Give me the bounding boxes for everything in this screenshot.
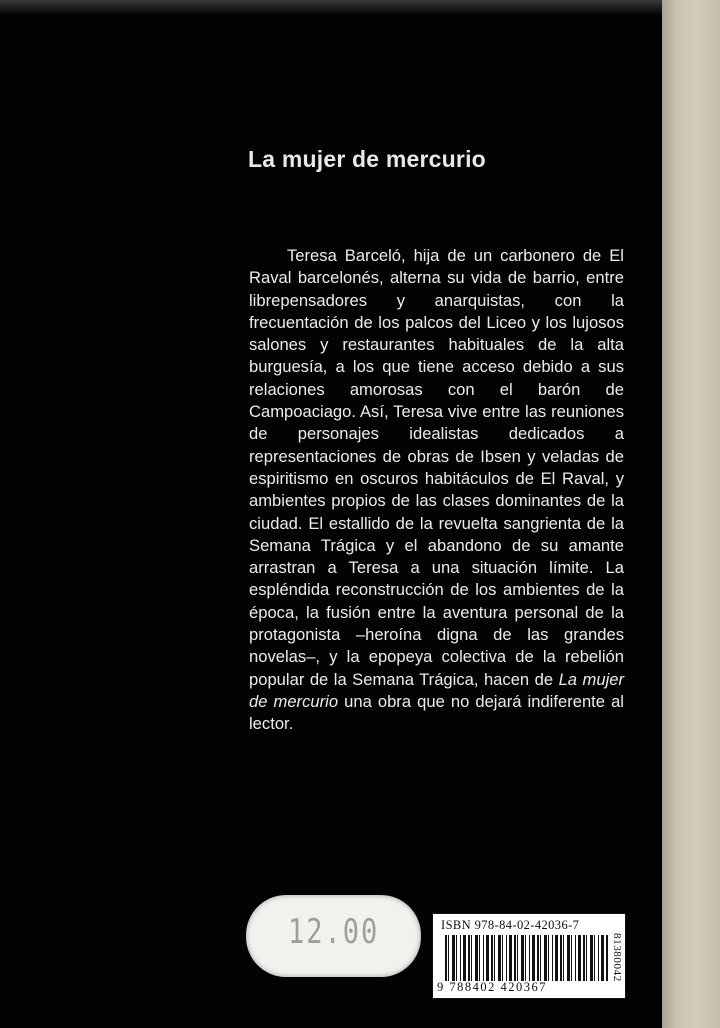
price-sticker (246, 895, 421, 977)
barcode-digits: 9 788402 420367 (437, 980, 547, 994)
book-blurb (249, 245, 624, 736)
isbn-number: ISBN 978-84-02-42036-7 (441, 918, 580, 932)
book-spine (662, 0, 720, 1028)
price-value: 12.00 (288, 913, 380, 952)
blurb-text-end: una obra que no dejará indiferente al lector. (249, 691, 624, 734)
barcode-icon (445, 935, 609, 981)
blurb-text: Teresa Barceló, hija de un carbonero de El Raval barcelonés, alterna su vida de barrio, entre librepensadores y anarquistas, con la frecuentación de los palcos del Liceo y los lujosos salones y restaurantes habituales de la alta burguesía, a los que tiene acceso debido a sus relaciones amorosas con el barón de Campoaciago. Así, Teresa vive entre las reuniones de personajes idealistas dedicados a representaciones de obras de Ibsen y veladas de espiritismo en oscuros habitáculos de El Raval, y ambientes propios de las clases dominantes de la ciudad. El estallido de la revuelta sangrienta de la Semana Trágica y el abandono de su amante arrastran a Teresa a una situación límite. La espléndida reconstrucción de los ambientes de la época, la fusión entre la aventura personal de la protagonista –heroína digna de las grandes novelas–, y la epopeya colectiva de la rebelión popular de la Semana Trágica, hacen de (249, 246, 624, 689)
blurb-italic-title: La mujer de mercurio (249, 669, 625, 711)
barcode-side-code: 81380042 (611, 932, 623, 982)
book-title: La mujer de mercurio (248, 146, 486, 172)
barcode-label (432, 913, 626, 999)
